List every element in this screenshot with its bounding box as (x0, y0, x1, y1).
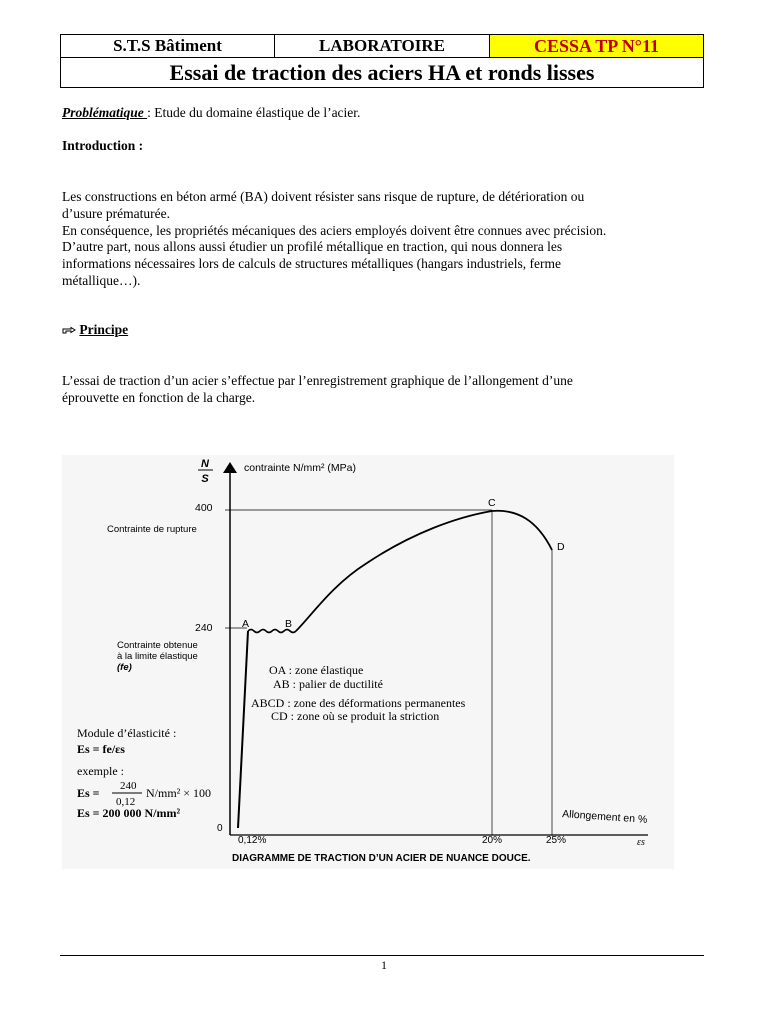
y-axis-label: contrainte N/mm² (MPa) (244, 462, 357, 474)
module-title: Module d’élasticité : (77, 726, 177, 740)
example-label: exemple : (77, 764, 124, 778)
page-number: 1 (381, 958, 387, 972)
introduction-line: informations nécessaires lors de calculs de structures métalliques (hangars industriels, ferme (62, 256, 561, 272)
elastic-limit-label-3: (fe) (117, 662, 132, 673)
point-b-label: B (285, 618, 293, 630)
problematique-text: : Etude du domaine élastique de l’acier. (147, 105, 361, 120)
y-axis-denominator: S (201, 473, 209, 485)
principe-heading-row (62, 322, 702, 339)
hand-pointing-icon (62, 323, 76, 340)
introduction-line: Les constructions en béton armé (BA) doivent résister sans risque de rupture, de détérioration ou (62, 189, 585, 204)
legend-cd: CD : zone où se produit la striction (271, 709, 440, 723)
elastic-limit-label-2: à la limite élastique (117, 651, 198, 662)
example-denominator: 0,12 (116, 796, 136, 808)
elastic-limit-label-1: Contrainte obtenue (117, 640, 198, 651)
problematique-label: Problématique (62, 105, 148, 120)
x-tick-25: 25% (546, 835, 567, 846)
legend-ab: AB : palier de ductilité (273, 677, 383, 691)
header-lab: LABORATOIRE (275, 35, 490, 57)
example-result: Es = 200 000 N/mm² (77, 806, 181, 820)
principe-line: L’essai de traction d’un acier s’effectue par l’enregistrement graphique de l’allongement d’une (62, 373, 573, 388)
page-title: Essai de traction des aciers HA et ronds lisses (169, 60, 595, 85)
introduction-body (62, 189, 702, 290)
example-numerator: 240 (120, 780, 137, 792)
figure-caption: DIAGRAMME DE TRACTION D’UN ACIER DE NUANCE DOUCE. (232, 853, 531, 864)
legend-oa: OA : zone élastique (269, 663, 364, 677)
x-axis-label: Allongement en % (561, 808, 648, 826)
principe-line: éprouvette en fonction de la charge. (62, 389, 256, 405)
header-tp-number: CESSA TP N°11 (490, 35, 703, 57)
y-axis-numerator: N (201, 458, 209, 470)
principe-body (62, 373, 702, 407)
principe-heading: Principe (79, 322, 129, 337)
curve-oa (238, 631, 248, 828)
example-prefix: Es = (77, 786, 100, 800)
curve-bcd (296, 511, 552, 631)
footer-rule (60, 955, 704, 956)
legend-abcd: ABCD : zone des déformations permanentes (251, 696, 466, 710)
problematique (62, 105, 702, 122)
y-axis-arrow (223, 462, 237, 473)
point-d-label: D (557, 541, 565, 553)
header-course: S.T.S Bâtiment (61, 35, 275, 57)
introduction-line: métallique…). (62, 272, 141, 288)
header-table (60, 34, 704, 88)
introduction-line: En conséquence, les propriétés mécaniques des aciers employés doivent être connues avec précision. (62, 222, 607, 238)
tick-0: 0 (217, 823, 223, 834)
x-tick-20: 20% (482, 835, 503, 846)
introduction-heading: Introduction : (62, 138, 144, 153)
x-tick-0-12: 0,12% (238, 835, 267, 846)
traction-diagram (62, 455, 674, 869)
point-a-label: A (242, 618, 250, 630)
tick-240: 240 (195, 622, 213, 634)
example-suffix: N/mm² × 100 (146, 786, 212, 800)
introduction-line: D’autre part, nous allons aussi étudier un profilé métallique en traction, qui nous donnera les (62, 239, 563, 255)
x-axis-symbol: εs (637, 837, 645, 848)
introduction-line: d’usure prématurée. (62, 205, 170, 221)
header-row (61, 35, 703, 58)
point-c-label: C (488, 497, 496, 509)
tick-400: 400 (195, 502, 213, 514)
rupture-label: Contrainte de rupture (107, 524, 197, 535)
module-formula: Es = fe/εs (77, 742, 125, 756)
